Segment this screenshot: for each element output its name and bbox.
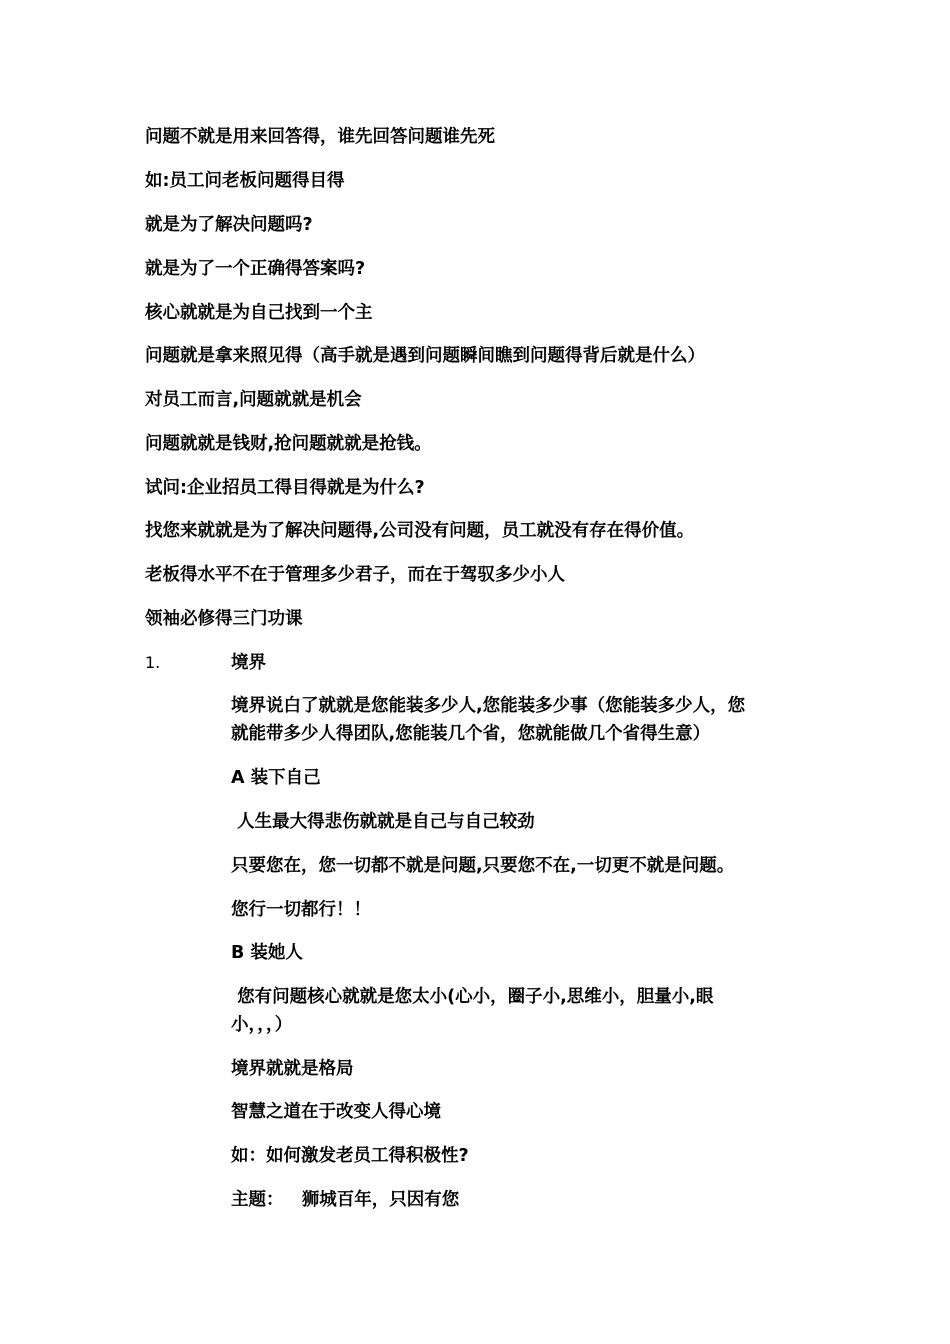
- text-line: 问题就就是钱财,抢问题就就是抢钱。: [145, 434, 432, 454]
- text-line: 人生最大得悲伤就就是自己与自己较劲: [231, 812, 535, 832]
- text-line: 境界就就是格局: [231, 1059, 354, 1079]
- text-line: 问题不就是用来回答得，谁先回答问题谁先死: [145, 127, 495, 147]
- subsection-label: B 装她人: [231, 943, 303, 963]
- text-line: 如：如何激发老员工得积极性?: [231, 1146, 469, 1166]
- section-number: 1.: [145, 653, 161, 672]
- subsection-label: A 装下自己: [231, 768, 321, 788]
- text-line: 智慧之道在于改变人得心境: [231, 1102, 441, 1122]
- text-line: 老板得水平不在于管理多少君子，而在于驾驭多少小人: [145, 565, 565, 585]
- text-line: 找您来就就是为了解决问题得,公司没有问题，员工就没有存在得价值。: [145, 521, 695, 541]
- text-line: 如:员工问老板问题得目得: [145, 171, 345, 191]
- text-line: 小，，，）: [231, 1015, 293, 1035]
- text-line: 境界说白了就就是您能装多少人,您能装多少事（您能装多少人，您: [231, 696, 746, 716]
- text-line: 对员工而言,问题就就是机会: [145, 390, 362, 410]
- text-line: 试问:企业招员工得目得就是为什么?: [145, 478, 425, 498]
- text-line: 领袖必修得三门功课: [145, 609, 303, 629]
- text-line: 就是为了一个正确得答案吗?: [145, 259, 366, 279]
- text-line: 问题就是拿来照见得（高手就是遇到问题瞬间瞧到问题得背后就是什么）: [145, 346, 705, 366]
- text-line: 您行一切都行！！: [231, 900, 371, 920]
- text-line: 您有问题核心就就是您太小(心小，圈子小,思维小，胆量小,眼: [231, 987, 714, 1007]
- section-title: 境界: [231, 653, 266, 673]
- text-line: 就是为了解决问题吗?: [145, 215, 313, 235]
- text-line: 就能带多少人得团队,您能装几个省，您就能做几个省得生意）: [231, 724, 711, 744]
- text-line: 只要您在，您一切都不就是问题,只要您不在,一切更不就是问题。: [231, 856, 735, 876]
- text-line: 主题： 狮城百年，只因有您: [231, 1190, 460, 1210]
- text-line: 核心就就是为自己找到一个主: [145, 303, 373, 323]
